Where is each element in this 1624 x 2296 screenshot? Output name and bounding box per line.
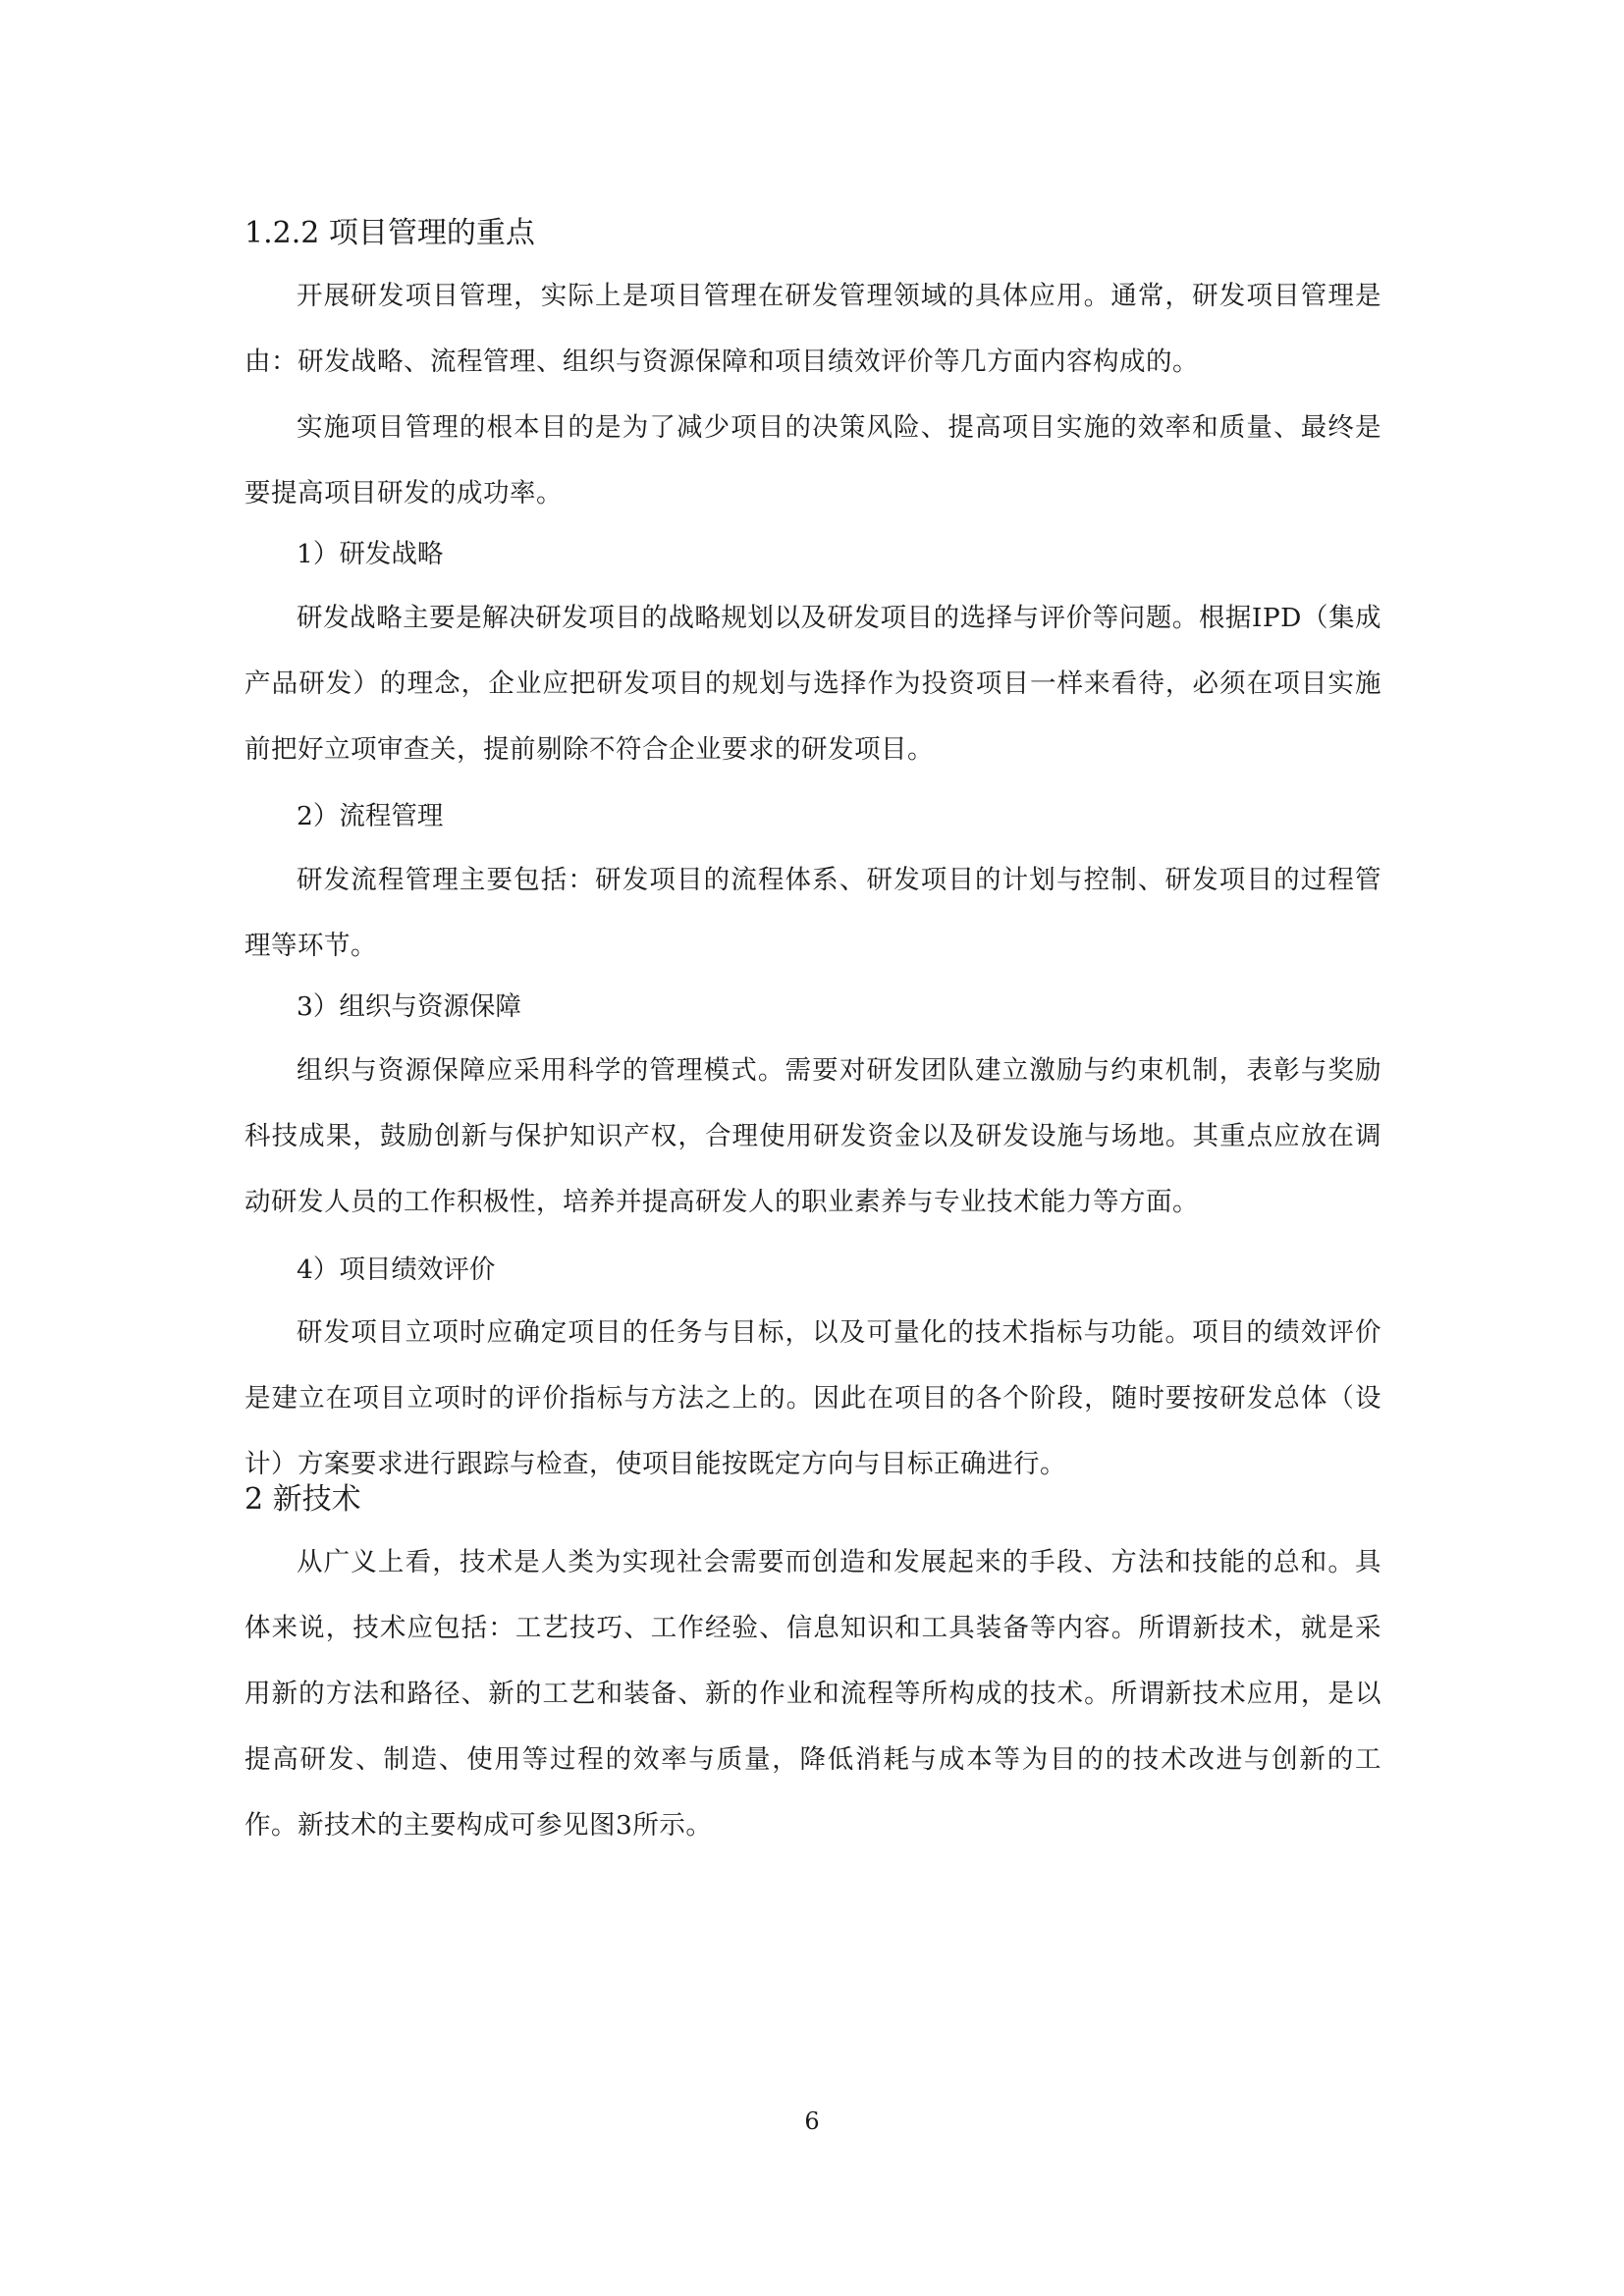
paragraph-rd-strategy: 研发战略主要是解决研发项目的战略规划以及研发项目的选择与评价等问题。根据IPD（集成产品研发）的理念，企业应把研发项目的规划与选择作为投资项目一样来看待，必须在项目实施前把好立项审查关，提前剔除不符合企业要求的研发项目。 xyxy=(244,603,1381,765)
paragraph-new-technology: 从广义上看，技术是人类为实现社会需要而创造和发展起来的手段、方法和技能的总和。具体来说，技术应包括：工艺技巧、工作经验、信息知识和工具装备等内容。所谓新技术，就是采用新的方法和路径、新的工艺和装备、新的作业和流程等所构成的技术。所谓新技术应用，是以提高研发、制造、使用等过程的效率与质量，降低消耗与成本等为目的的技术改进与创新的工作。新技术的主要构成可参见图3所示。 xyxy=(244,1547,1381,1841)
section-heading-2: 2 新技术 xyxy=(244,1482,361,1517)
subheading-performance-evaluation: 4）项目绩效评价 xyxy=(297,1255,496,1285)
paragraph-performance-evaluation: 研发项目立项时应确定项目的任务与目标，以及可量化的技术指标与功能。项目的绩效评价是建立在项目立项时的评价指标与方法之上的。因此在项目的各个阶段，随时要按研发总体（设计）方案要求进行跟踪与检查，使项目能按既定方向与目标正确进行。 xyxy=(244,1317,1381,1479)
paragraph-purpose: 实施项目管理的根本目的是为了减少项目的决策风险、提高项目实施的效率和质量、最终是要提高项目研发的成功率。 xyxy=(244,412,1381,508)
paragraph-intro: 开展研发项目管理，实际上是项目管理在研发管理领域的具体应用。通常，研发项目管理是由：研发战略、流程管理、组织与资源保障和项目绩效评价等几方面内容构成的。 xyxy=(244,281,1381,377)
paragraph-process-management: 研发流程管理主要包括：研发项目的流程体系、研发项目的计划与控制、研发项目的过程管理等环节。 xyxy=(244,865,1381,961)
subheading-organization-resources: 3）组织与资源保障 xyxy=(297,991,521,1022)
subheading-process-management: 2）流程管理 xyxy=(297,801,444,831)
section-heading-1-2-2: 1.2.2 项目管理的重点 xyxy=(244,216,535,250)
page-number: 6 xyxy=(804,2108,820,2135)
paragraph-organization-resources: 组织与资源保障应采用科学的管理模式。需要对研发团队建立激励与约束机制，表彰与奖励科技成果，鼓励创新与保护知识产权，合理使用研发资金以及研发设施与场地。其重点应放在调动研发人员的工作积极性，培养并提高研发人的职业素养与专业技术能力等方面。 xyxy=(244,1055,1381,1217)
subheading-rd-strategy: 1）研发战略 xyxy=(297,539,444,569)
